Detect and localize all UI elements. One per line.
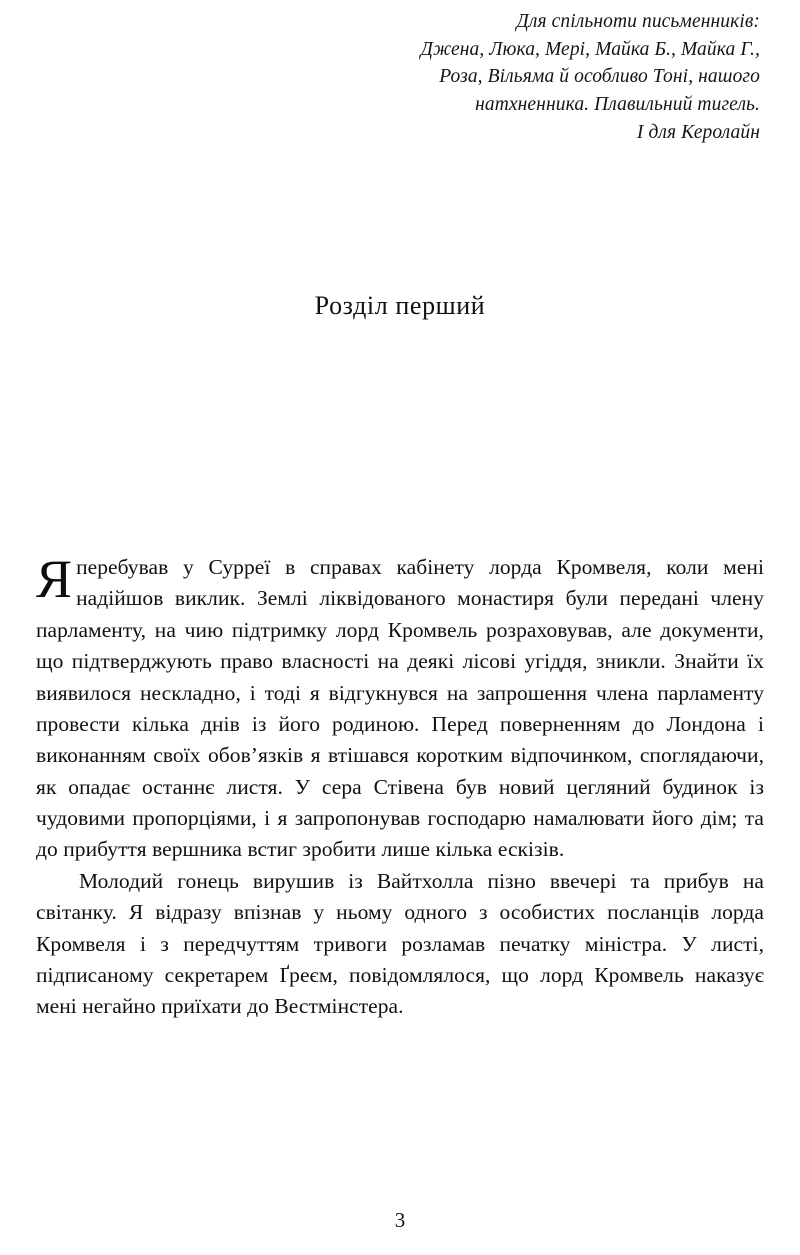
page-number: 3 [394, 1208, 406, 1232]
dedication-line-3: Роза, Вільяма й особливо Тоні, нашого [439, 66, 760, 88]
paragraph-1-text: перебував у Сурреї в справах кабінету лорда Кромвеля, коли мені надійшов виклик. Землі ліквідованого монастиря були передані члену парламенту, на чию підтримку лорд Кромвель розраховував, але документи, що підтверджують право власності на деякі лісові угіддя, зникли. Знайти їх виявилося нескладно, і тоді я відгукнувся на запрошення члена парламенту провести кілька днів із його родиною. Перед поверненням до Лондона і виконанням своїх обов’язків я втішався коротким відпочинком, споглядаючи, як опадає останнє листя. У сера Стівена був новий цегляний будинок із чудовими пропорціями, і я запропонував господарю намалювати його дім; та до прибуття вершника встиг зробити лише кілька ескізів. [36, 555, 764, 862]
paragraph-2: Молодий гонець вирушив із Вайтхолла пізно ввечері та прибув на світанку. Я відразу впізнав у ньому одного з особистих посланців лорда Кромвеля і з передчуттям тривоги розламав печатку міністра. У листі, підписаному секретарем Ґреєм, повідомлялося, що лорд Кромвель наказує мені негайно приїхати до Вестмінстера. [36, 868, 764, 1019]
chapter-title: Розділ перший [314, 291, 486, 320]
dedication-line-5: І для Керолайн [636, 121, 760, 143]
dedication-line-2: Джена, Люка, Мері, Майка Б., Майка Г., [420, 38, 760, 60]
body-text [36, 549, 764, 1023]
dedication-block [330, 8, 760, 146]
dedication-line-4: натхненника. Плавильний тигель. [475, 94, 760, 116]
drop-cap: Я [36, 549, 73, 609]
dedication-line-1: Для спільноти письменників: [516, 11, 760, 32]
paragraph-1 [36, 549, 764, 866]
